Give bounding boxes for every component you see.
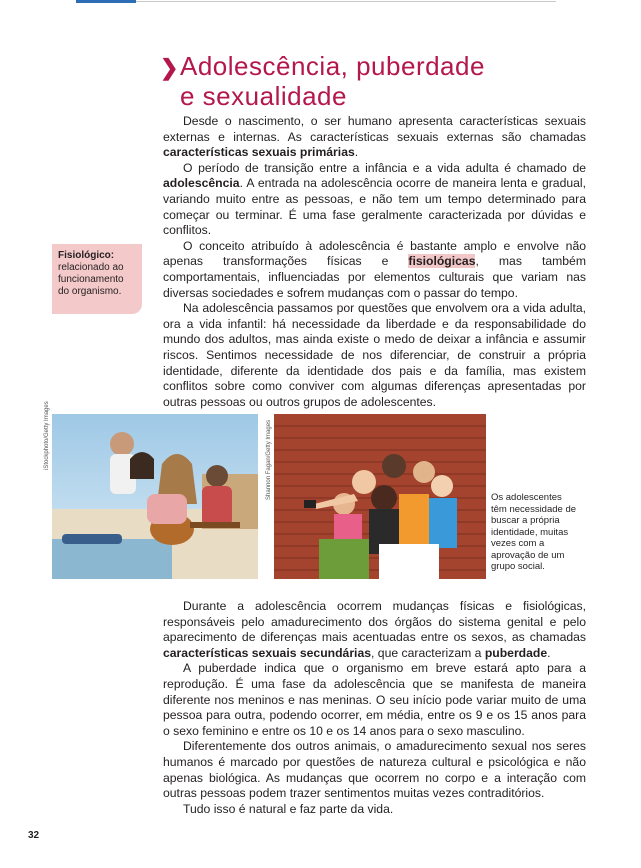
teens-guitar-illustration [52, 414, 258, 579]
page-title [160, 52, 485, 110]
text-run: Desde o nascimento, o ser humano apresenta características sexuais externas e internas. As características sexuais externas são chamadas [163, 114, 586, 144]
glossary-note [52, 244, 142, 314]
photo-credit-left: iStockphoto/Getty Images [44, 401, 50, 470]
photo-teens-selfie [274, 414, 486, 579]
title-line-2: e sexualidade [180, 81, 347, 111]
photo-caption: Os adolescentes têm necessidade de buscar a própria identidade, muitas vezes com a aprovação de um grupo social. [491, 492, 577, 572]
header-rule [136, 1, 556, 2]
page-number: 32 [28, 830, 40, 841]
paragraph [163, 802, 586, 818]
key-term: características sexuais secundárias [163, 645, 372, 660]
text-run: . [547, 645, 551, 660]
paragraph [163, 239, 586, 301]
text-run: O conceito atribuído à adolescência é bastante amplo e envolve não apenas transformações físicas e [163, 238, 586, 269]
chevron-right-icon: ❯ [160, 55, 179, 80]
paragraph [163, 661, 586, 739]
photo-credit-right: Shannon Fagan/Getty Images [266, 419, 272, 500]
teens-selfie-illustration [274, 414, 486, 579]
glossary-term: Fisiológico: [58, 250, 115, 261]
title-line-1: Adolescência, puberdade [180, 51, 485, 81]
key-term: características sexuais primárias [163, 145, 355, 160]
text-run: A puberdade indica que o organismo em breve estará apto para a reprodução. É uma fase da adolescência que se manifesta de maneira diferente nos meninos e nas meninas. O seu início pode variar muito de uma pessoa para outra, podendo ocorrer, em média, entre os 9 e os 15 anos para o sexo feminino e entre os 10 e os 14 anos para o sexo masculino. [163, 661, 586, 738]
text-run: , que caracterizam a [371, 645, 485, 660]
text-run: Na adolescência passamos por questões que envolvem ora a vida adulta, ora a vida infantil: há necessidade da liberdade e da responsabilidade do mundo dos adultos, mas ainda existe o medo de deixar a infância e assumir riscos. Sentimos necessidade de nos diferenciar, de construir a própria identidade, diferente da identidade dos pais e da família, mas existem conflitos sobre como conviver com algumas diferenças apresentadas por outras pessoas ou outros grupos de adolescentes. [163, 301, 586, 409]
paragraph [163, 301, 586, 410]
text-run: , mas também comportamentais, influenciadas por elementos culturais que variam nas diversas sociedades e sofrem mudanças com o passar do tempo. [163, 254, 586, 300]
key-term: adolescência [163, 176, 240, 191]
paragraph [163, 161, 586, 239]
photo-teens-guitar [52, 414, 258, 579]
text-run: Tudo isso é natural e faz parte da vida. [183, 801, 394, 816]
text-run: . A entrada na adolescência ocorre de maneira lenta e gradual, variando muito entre as pessoas, e não tem um tempo determinado para começar ou terminar. É uma fase geralmente caracterizada por dúvidas e conflitos. [163, 176, 586, 238]
text-run: . [354, 145, 359, 160]
text-run: Durante a adolescência ocorrem mudanças físicas e fisiológicas, responsáveis pelo amadurecimento dos órgãos do sistema genital e pelo aparecimento de diferenças mais acentuadas entre os sexos, as chamadas [163, 599, 586, 645]
text-run: Diferentemente dos outros animais, o amadurecimento sexual nos seres humanos é marcado por questões de natureza cultural e psicológica e não apenas biológica. As mudanças que ocorrem no corpo e a interação com outras pessoas podem trazer sentimentos muitas vezes contraditórios. [163, 739, 586, 801]
header-accent-bar [76, 0, 136, 3]
text-run: O período de transição entre a infância e a vida adulta é chamado de [183, 160, 586, 175]
body-text-top [163, 114, 586, 410]
paragraph [163, 599, 586, 661]
glossary-definition: relacionado ao funcionamento do organismo. [58, 262, 124, 297]
glossary-term-highlight: fisiológicas [408, 254, 476, 269]
paragraph [163, 114, 586, 161]
key-term: puberdade [484, 645, 548, 660]
paragraph [163, 739, 586, 801]
body-text-bottom [163, 599, 586, 817]
